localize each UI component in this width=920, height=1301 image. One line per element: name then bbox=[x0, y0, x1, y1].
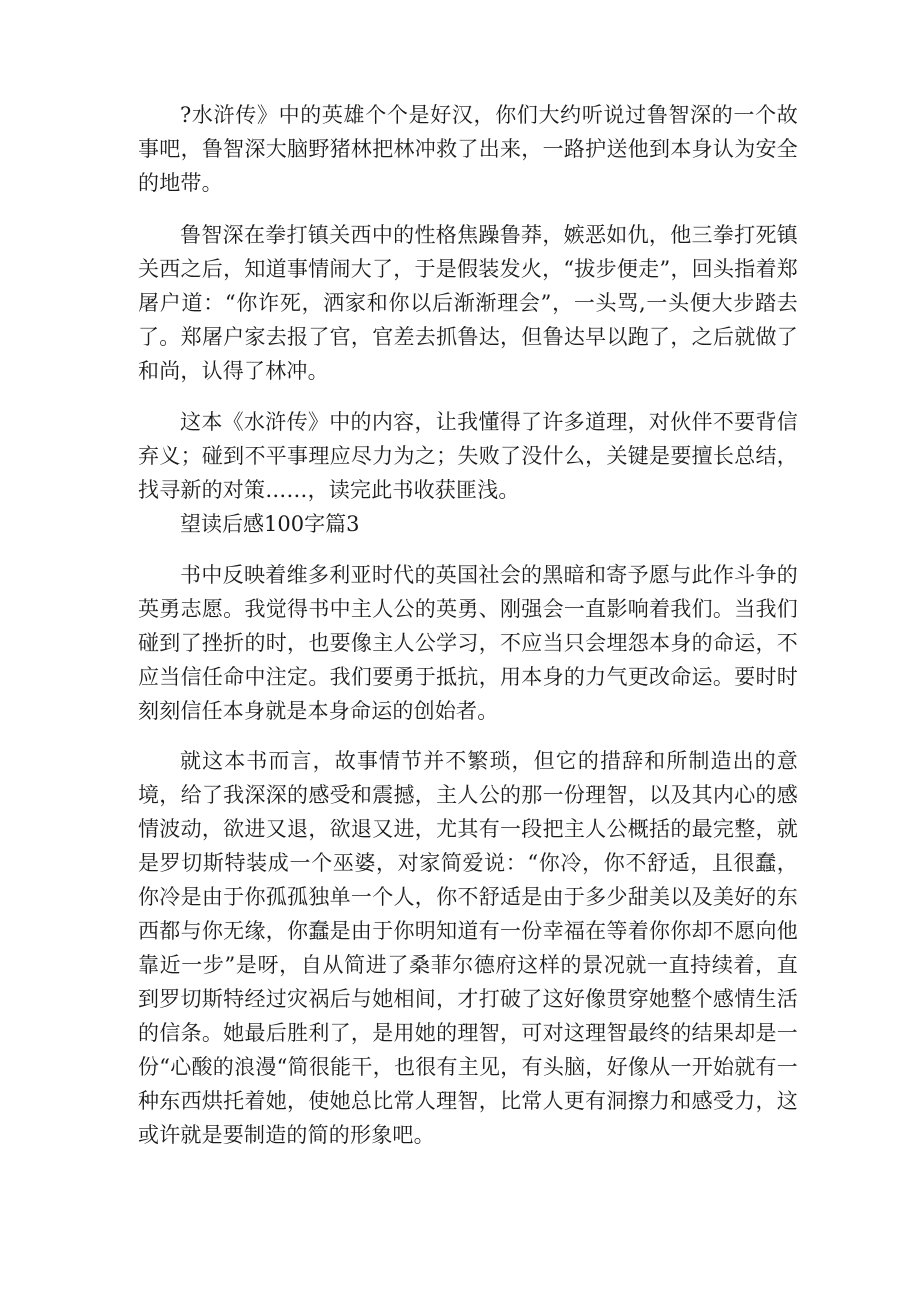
paragraph-shuihu-intro: ?水浒传》中的英雄个个是好汉，你们大约听说过鲁智深的一个故事吧，鲁智深大脑野猪林把林冲救了出来，一路护送他到本身认为安全的地带。 bbox=[138, 103, 798, 195]
paragraph-lu-zhishen: 鲁智深在拳打镇关西中的性格焦躁鲁莽，嫉恶如仇，他三拳打死镇关西之后，知道事情闹大了，于是假装发火，“拔步便走”，回头指着郑屠户道：“你诈死，洒家和你以后渐渐理会”，一头骂,一头便大步踏去了。郑屠户家去报了官，官差去抓鲁达，但鲁达早以跑了，之后就做了和尚，认得了林冲。 bbox=[138, 223, 798, 383]
paragraph-jane-eyre-intro: 书中反映着维多利亚时代的英国社会的黑暗和寄予愿与此作斗争的英勇志愿。我觉得书中主人公的英勇、刚强会一直影响着我们。当我们碰到了挫折的时，也要像主人公学习，不应当只会埋怨本身的命运，不应当信任命中注定。我们要勇于抵抗，用本身的力气更改命运。要时时刻刻信任本身就是本身命运的创始者。 bbox=[138, 563, 798, 723]
section-heading: 望读后感100字篇3 bbox=[180, 512, 360, 536]
paragraph-jane-eyre-analysis: 就这本书而言，故事情节并不繁琐，但它的措辞和所制造出的意境，给了我深深的感受和震撼，主人公的那一份理智，以及其内心的感情波动，欲进又退，欲退又进，尤其有一段把主人公概括的最完整，就是罗切斯特装成一个巫婆，对家简爱说：“你冷，你不舒适，且很蠢，你冷是由于你孤孤独单一个人，你不舒适是由于多少甜美以及美好的东西都与你无缘，你蠢是由于你明知道有一份幸福在等着你你却不愿向他靠近一步”是呀，自从简进了桑菲尔德府这样的景况就一直持续着，直到罗切斯特经过灾祸后与她相间，才打破了这好像贯穿她整个感情生活的信条。她最后胜利了，是用她的理智，可对这理智最终的结果却是一份“心酸的浪漫“简很能干，也很有主见，有头脑，好像从一开始就有一种东西烘托着她，使她总比常人理智，比常人更有洞擦力和感受力，这或许就是要制造的简的形象吧。 bbox=[138, 749, 798, 1147]
paragraph-shuihu-lessons: 这本《水浒传》中的内容，让我懂得了许多道理，对伙伴不要背信弃义；碰到不平事理应尽力为之；失败了没什么，关键是要擅长总结，找寻新的对策……，读完此书收获匪浅。 bbox=[138, 410, 798, 502]
document-body bbox=[138, 98, 798, 1152]
